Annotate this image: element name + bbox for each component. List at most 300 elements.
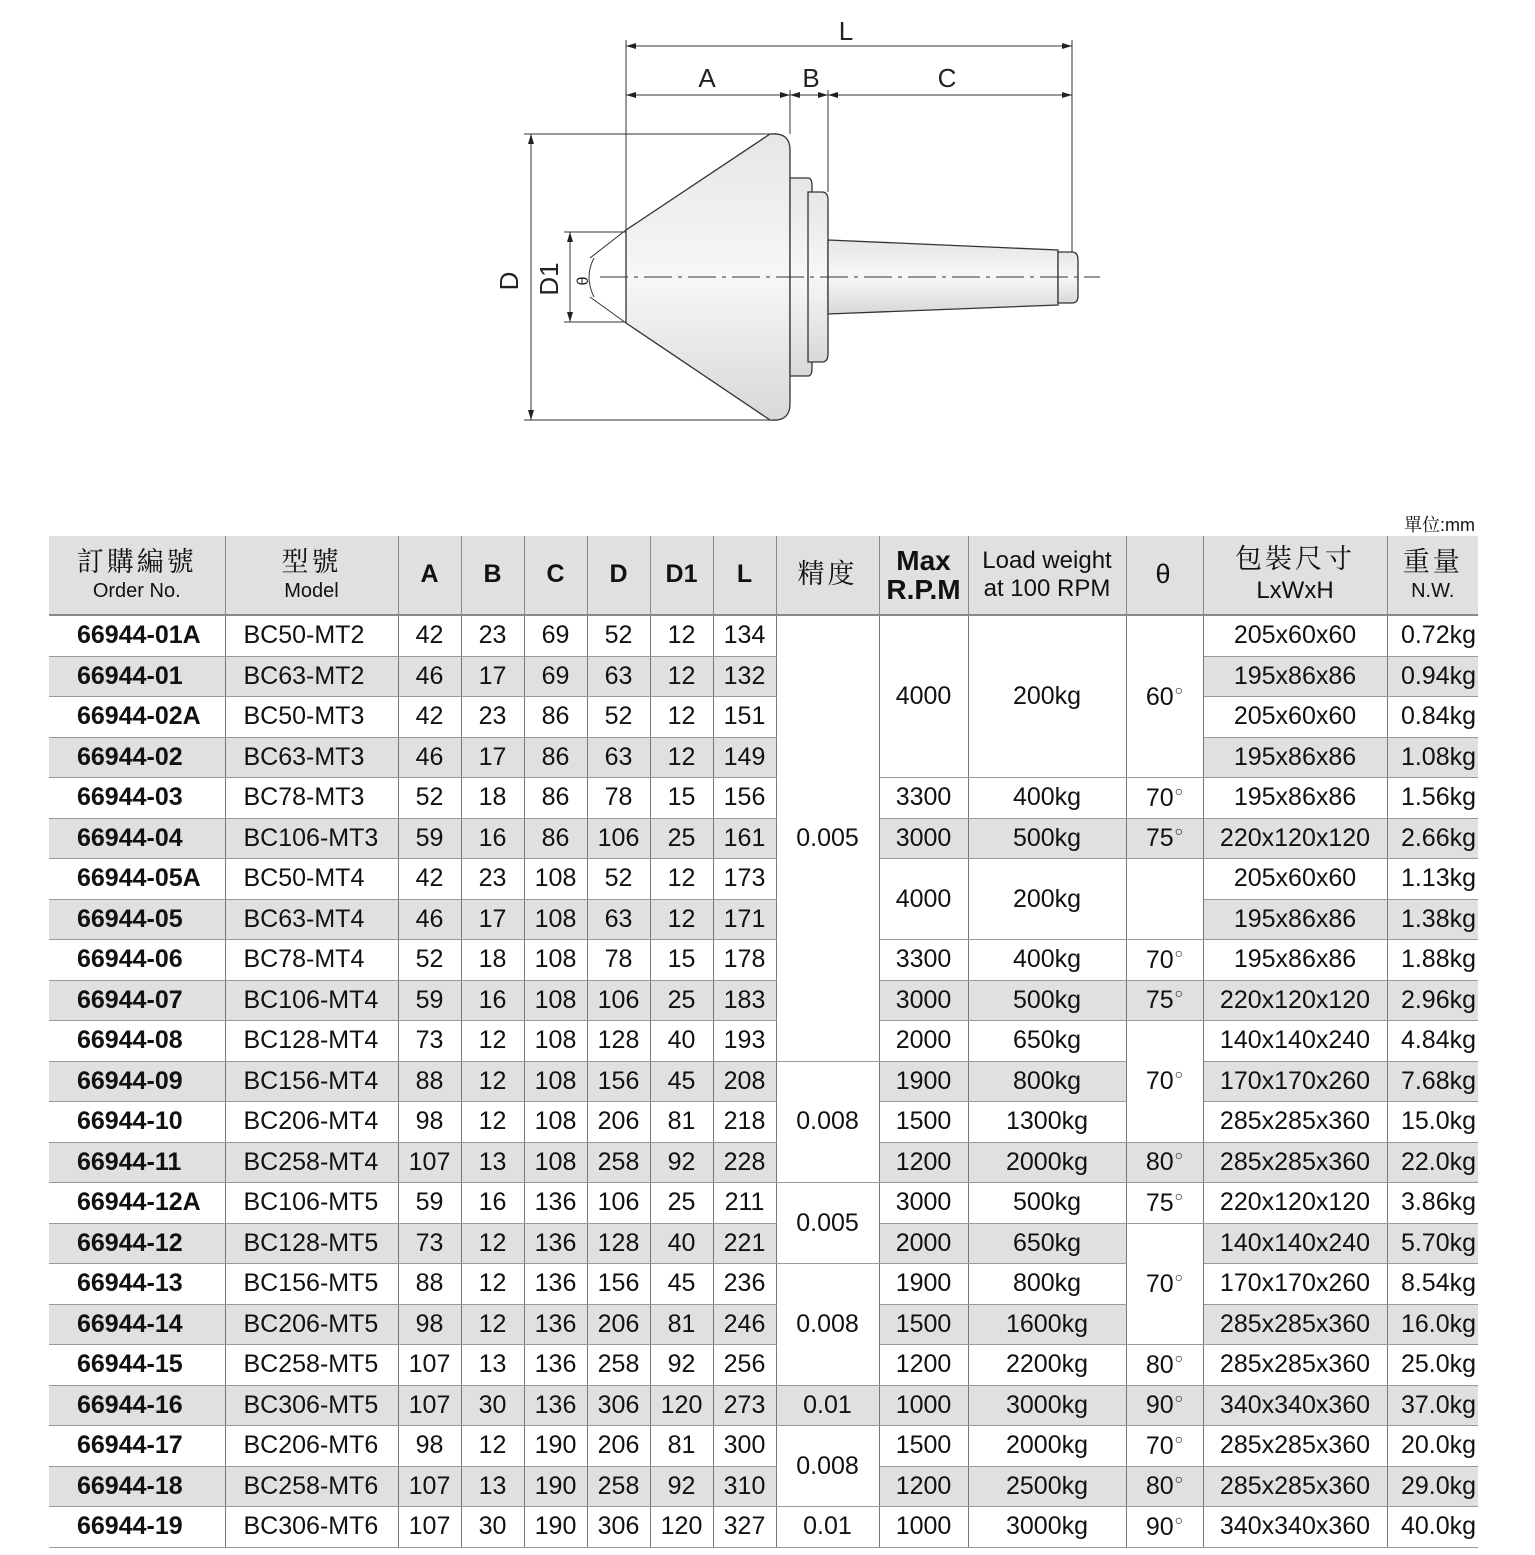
cell-order-no: 66944-12 (49, 1223, 225, 1264)
cell-package-size: 285x285x360 (1203, 1102, 1387, 1143)
cell-d: 78 (587, 940, 650, 981)
cell-package-size: 170x170x260 (1203, 1061, 1387, 1102)
cell-l: 221 (713, 1223, 776, 1264)
cell-c: 136 (524, 1183, 587, 1224)
cell-package-size: 195x86x86 (1203, 940, 1387, 981)
cell-load-weight: 1600kg (968, 1304, 1126, 1345)
cell-a: 107 (398, 1466, 461, 1507)
cell-b: 12 (461, 1061, 524, 1102)
cell-d1: 12 (650, 859, 713, 900)
cell-package-size: 205x60x60 (1203, 859, 1387, 900)
cell-b: 23 (461, 697, 524, 738)
cell-max-rpm: 1500 (879, 1426, 968, 1467)
cell-net-weight: 25.0kg (1387, 1345, 1478, 1386)
cell-c: 190 (524, 1507, 587, 1548)
degree-icon: ○ (1174, 1268, 1184, 1285)
cell-l: 134 (713, 615, 776, 656)
cell-c: 108 (524, 899, 587, 940)
cell-c: 69 (524, 656, 587, 697)
cell-d: 63 (587, 899, 650, 940)
cell-model: BC258-MT4 (225, 1142, 398, 1183)
cell-l: 273 (713, 1385, 776, 1426)
cell-load-weight: 2000kg (968, 1142, 1126, 1183)
cell-order-no: 66944-05A (49, 859, 225, 900)
cell-d1: 12 (650, 737, 713, 778)
cell-package-size: 195x86x86 (1203, 778, 1387, 819)
cell-c: 190 (524, 1426, 587, 1467)
cell-theta (1126, 778, 1203, 819)
cell-l: 156 (713, 778, 776, 819)
cell-a: 98 (398, 1102, 461, 1143)
table-row (49, 1385, 1478, 1426)
header-a: A (398, 536, 461, 615)
cell-max-rpm: 4000 (879, 859, 968, 940)
cell-b: 12 (461, 1304, 524, 1345)
cell-b: 13 (461, 1142, 524, 1183)
cell-d1: 120 (650, 1507, 713, 1548)
cell-load-weight: 400kg (968, 778, 1126, 819)
table-row (49, 1507, 1478, 1548)
table-row (49, 899, 1478, 940)
label-C: C (937, 63, 957, 93)
spec-table (49, 536, 1478, 1548)
cell-load-weight: 2500kg (968, 1466, 1126, 1507)
cell-model: BC106-MT5 (225, 1183, 398, 1224)
cell-model: BC50-MT2 (225, 615, 398, 656)
cell-a: 52 (398, 778, 461, 819)
cell-d: 306 (587, 1507, 650, 1548)
cell-load-weight: 3000kg (968, 1507, 1126, 1548)
table-row (49, 1466, 1478, 1507)
cell-net-weight: 4.84kg (1387, 1021, 1478, 1062)
cell-package-size: 340x340x360 (1203, 1385, 1387, 1426)
cell-b: 12 (461, 1426, 524, 1467)
theta-value: 60 (1145, 682, 1174, 711)
cell-d: 52 (587, 859, 650, 900)
cell-order-no: 66944-06 (49, 940, 225, 981)
cell-order-no: 66944-13 (49, 1264, 225, 1305)
cell-max-rpm: 1500 (879, 1304, 968, 1345)
cell-a: 59 (398, 980, 461, 1021)
cell-d1: 92 (650, 1345, 713, 1386)
cell-load-weight: 2000kg (968, 1426, 1126, 1467)
cell-b: 30 (461, 1385, 524, 1426)
cell-net-weight: 2.96kg (1387, 980, 1478, 1021)
cell-d1: 40 (650, 1021, 713, 1062)
cell-net-weight: 29.0kg (1387, 1466, 1478, 1507)
cell-l: 300 (713, 1426, 776, 1467)
cell-model: BC78-MT3 (225, 778, 398, 819)
label-theta: θ (575, 276, 592, 286)
cell-order-no: 66944-09 (49, 1061, 225, 1102)
table-row (49, 778, 1478, 819)
theta-value: 90 (1145, 1391, 1174, 1420)
cell-order-no: 66944-05 (49, 899, 225, 940)
cell-l: 173 (713, 859, 776, 900)
theta-value: 70 (1145, 1067, 1174, 1096)
theta-value: 80 (1145, 1350, 1174, 1379)
cell-a: 88 (398, 1264, 461, 1305)
cell-l: 228 (713, 1142, 776, 1183)
header-load: Load weight at 100 RPM (968, 536, 1126, 615)
cell-net-weight: 0.94kg (1387, 656, 1478, 697)
cell-net-weight: 8.54kg (1387, 1264, 1478, 1305)
cell-c: 86 (524, 737, 587, 778)
cell-order-no: 66944-07 (49, 980, 225, 1021)
cell-b: 23 (461, 859, 524, 900)
cell-net-weight: 20.0kg (1387, 1426, 1478, 1467)
cell-theta (1126, 980, 1203, 1021)
cell-theta (1126, 1223, 1203, 1345)
degree-icon: ○ (1174, 1147, 1184, 1164)
cell-theta (1126, 1507, 1203, 1548)
cell-load-weight: 800kg (968, 1264, 1126, 1305)
table-row (49, 1264, 1478, 1305)
cell-l: 208 (713, 1061, 776, 1102)
cell-d1: 12 (650, 615, 713, 656)
cell-d: 52 (587, 697, 650, 738)
cell-package-size: 220x120x120 (1203, 1183, 1387, 1224)
cell-theta (1126, 1385, 1203, 1426)
degree-icon: ○ (1174, 681, 1184, 698)
header-l: L (713, 536, 776, 615)
label-D1: D1 (534, 262, 564, 296)
cell-model: BC63-MT4 (225, 899, 398, 940)
cell-a: 107 (398, 1507, 461, 1548)
cell-model: BC50-MT4 (225, 859, 398, 900)
cell-d1: 25 (650, 1183, 713, 1224)
cell-precision: 0.008 (776, 1426, 879, 1507)
cell-a: 59 (398, 1183, 461, 1224)
cell-a: 73 (398, 1021, 461, 1062)
cell-load-weight: 500kg (968, 1183, 1126, 1224)
cell-d: 106 (587, 818, 650, 859)
cell-b: 13 (461, 1345, 524, 1386)
cell-d: 156 (587, 1264, 650, 1305)
degree-icon: ○ (1174, 944, 1184, 961)
cell-order-no: 66944-14 (49, 1304, 225, 1345)
table-row (49, 940, 1478, 981)
cell-l: 246 (713, 1304, 776, 1345)
table-row (49, 1304, 1478, 1345)
table-row (49, 1426, 1478, 1467)
cell-max-rpm: 3300 (879, 940, 968, 981)
cell-d1: 81 (650, 1304, 713, 1345)
cell-load-weight: 200kg (968, 859, 1126, 940)
cell-d: 106 (587, 980, 650, 1021)
cell-net-weight: 37.0kg (1387, 1385, 1478, 1426)
cell-d: 63 (587, 656, 650, 697)
technical-drawing (0, 0, 1535, 470)
cell-d: 306 (587, 1385, 650, 1426)
table-row (49, 615, 1478, 656)
cell-model: BC306-MT5 (225, 1385, 398, 1426)
theta-value: 80 (1145, 1148, 1174, 1177)
label-D: D (494, 271, 524, 291)
cell-b: 16 (461, 980, 524, 1021)
cell-d1: 12 (650, 899, 713, 940)
header-theta: θ (1126, 536, 1203, 615)
cell-d1: 40 (650, 1223, 713, 1264)
cell-max-rpm: 3000 (879, 818, 968, 859)
cell-l: 236 (713, 1264, 776, 1305)
cell-package-size: 140x140x240 (1203, 1223, 1387, 1264)
cell-order-no: 66944-03 (49, 778, 225, 819)
degree-icon: ○ (1174, 782, 1184, 799)
cell-package-size: 195x86x86 (1203, 656, 1387, 697)
cell-b: 17 (461, 737, 524, 778)
cell-a: 59 (398, 818, 461, 859)
cell-theta (1126, 818, 1203, 859)
cell-theta (1126, 859, 1203, 940)
cell-net-weight: 1.88kg (1387, 940, 1478, 981)
table-row (49, 1183, 1478, 1224)
cell-a: 98 (398, 1304, 461, 1345)
cell-d: 258 (587, 1345, 650, 1386)
cell-a: 88 (398, 1061, 461, 1102)
cell-load-weight: 1300kg (968, 1102, 1126, 1143)
cell-max-rpm: 1200 (879, 1142, 968, 1183)
cell-d: 258 (587, 1466, 650, 1507)
cell-b: 12 (461, 1102, 524, 1143)
cell-l: 178 (713, 940, 776, 981)
cell-net-weight: 7.68kg (1387, 1061, 1478, 1102)
cell-theta (1126, 1142, 1203, 1183)
table-row (49, 737, 1478, 778)
cell-a: 42 (398, 697, 461, 738)
table-row (49, 1223, 1478, 1264)
cell-a: 107 (398, 1385, 461, 1426)
cell-package-size: 285x285x360 (1203, 1142, 1387, 1183)
cell-l: 256 (713, 1345, 776, 1386)
cell-c: 136 (524, 1223, 587, 1264)
cell-c: 108 (524, 1021, 587, 1062)
cell-a: 42 (398, 615, 461, 656)
cell-net-weight: 2.66kg (1387, 818, 1478, 859)
cell-d1: 81 (650, 1102, 713, 1143)
cell-b: 12 (461, 1264, 524, 1305)
cell-b: 17 (461, 899, 524, 940)
theta-value: 70 (1145, 1269, 1174, 1298)
cell-model: BC156-MT4 (225, 1061, 398, 1102)
table-row (49, 980, 1478, 1021)
cell-load-weight: 500kg (968, 980, 1126, 1021)
cell-max-rpm: 3300 (879, 778, 968, 819)
degree-icon: ○ (1174, 1471, 1184, 1488)
cell-model: BC206-MT5 (225, 1304, 398, 1345)
cell-model: BC206-MT6 (225, 1426, 398, 1467)
cell-d: 156 (587, 1061, 650, 1102)
cell-net-weight: 5.70kg (1387, 1223, 1478, 1264)
cell-d1: 92 (650, 1142, 713, 1183)
cell-theta (1126, 1466, 1203, 1507)
cell-theta (1126, 615, 1203, 778)
degree-icon: ○ (1174, 1187, 1184, 1204)
cell-theta (1126, 1345, 1203, 1386)
cell-package-size: 195x86x86 (1203, 899, 1387, 940)
cell-order-no: 66944-11 (49, 1142, 225, 1183)
theta-value: 80 (1145, 1472, 1174, 1501)
cell-order-no: 66944-04 (49, 818, 225, 859)
cell-precision: 0.008 (776, 1061, 879, 1183)
cell-d1: 12 (650, 697, 713, 738)
cell-model: BC50-MT3 (225, 697, 398, 738)
cell-c: 108 (524, 1061, 587, 1102)
table-row (49, 859, 1478, 900)
cell-c: 108 (524, 940, 587, 981)
degree-icon: ○ (1174, 1066, 1184, 1083)
cell-l: 327 (713, 1507, 776, 1548)
cell-c: 108 (524, 980, 587, 1021)
theta-value: 90 (1145, 1512, 1174, 1541)
cell-d: 106 (587, 1183, 650, 1224)
cell-model: BC63-MT3 (225, 737, 398, 778)
cell-model: BC106-MT4 (225, 980, 398, 1021)
cell-max-rpm: 1900 (879, 1061, 968, 1102)
cell-b: 16 (461, 818, 524, 859)
cell-theta (1126, 1183, 1203, 1224)
cell-order-no: 66944-15 (49, 1345, 225, 1386)
cell-b: 13 (461, 1466, 524, 1507)
header-order: 訂購編號 Order No. (49, 536, 225, 615)
cell-c: 136 (524, 1304, 587, 1345)
cell-net-weight: 0.72kg (1387, 615, 1478, 656)
cell-max-rpm: 3000 (879, 1183, 968, 1224)
cell-package-size: 340x340x360 (1203, 1507, 1387, 1548)
header-d: D (587, 536, 650, 615)
cell-d1: 25 (650, 980, 713, 1021)
table-row (49, 656, 1478, 697)
cell-order-no: 66944-18 (49, 1466, 225, 1507)
cell-max-rpm: 4000 (879, 615, 968, 778)
cell-l: 149 (713, 737, 776, 778)
cell-d1: 15 (650, 940, 713, 981)
theta-value: 75 (1145, 986, 1174, 1015)
cell-d1: 12 (650, 656, 713, 697)
cell-c: 69 (524, 615, 587, 656)
cell-d: 52 (587, 615, 650, 656)
cell-net-weight: 16.0kg (1387, 1304, 1478, 1345)
table-row (49, 818, 1478, 859)
header-b: B (461, 536, 524, 615)
cell-l: 183 (713, 980, 776, 1021)
cell-load-weight: 2200kg (968, 1345, 1126, 1386)
table-row (49, 1102, 1478, 1143)
cell-l: 171 (713, 899, 776, 940)
cell-c: 86 (524, 697, 587, 738)
cell-net-weight: 1.13kg (1387, 859, 1478, 900)
cell-c: 136 (524, 1345, 587, 1386)
cell-precision: 0.005 (776, 1183, 879, 1264)
cell-l: 161 (713, 818, 776, 859)
cell-load-weight: 400kg (968, 940, 1126, 981)
cell-b: 18 (461, 778, 524, 819)
cell-net-weight: 1.38kg (1387, 899, 1478, 940)
cell-a: 46 (398, 656, 461, 697)
cell-theta (1126, 1021, 1203, 1143)
cell-a: 107 (398, 1142, 461, 1183)
degree-icon: ○ (1174, 1511, 1184, 1528)
cell-c: 108 (524, 859, 587, 900)
cell-model: BC128-MT4 (225, 1021, 398, 1062)
cell-d1: 25 (650, 818, 713, 859)
cell-d1: 120 (650, 1385, 713, 1426)
cell-c: 108 (524, 1102, 587, 1143)
header-c: C (524, 536, 587, 615)
header-precision: 精度 (776, 536, 879, 615)
header-pack: 包裝尺寸 LxWxH (1203, 536, 1387, 615)
cell-model: BC206-MT4 (225, 1102, 398, 1143)
cell-net-weight: 3.86kg (1387, 1183, 1478, 1224)
cell-precision: 0.01 (776, 1507, 879, 1548)
cell-order-no: 66944-19 (49, 1507, 225, 1548)
table-row (49, 1061, 1478, 1102)
cell-order-no: 66944-17 (49, 1426, 225, 1467)
cell-model: BC258-MT6 (225, 1466, 398, 1507)
cell-order-no: 66944-01A (49, 615, 225, 656)
cell-b: 17 (461, 656, 524, 697)
cell-l: 132 (713, 656, 776, 697)
cell-net-weight: 1.56kg (1387, 778, 1478, 819)
cell-package-size: 205x60x60 (1203, 697, 1387, 738)
cell-net-weight: 0.84kg (1387, 697, 1478, 738)
label-L: L (838, 16, 854, 46)
cell-d: 206 (587, 1426, 650, 1467)
cell-model: BC306-MT6 (225, 1507, 398, 1548)
header-weight: 重量 N.W. (1387, 536, 1478, 615)
cell-l: 151 (713, 697, 776, 738)
cell-l: 193 (713, 1021, 776, 1062)
cell-package-size: 285x285x360 (1203, 1466, 1387, 1507)
cell-max-rpm: 1900 (879, 1264, 968, 1305)
cell-c: 136 (524, 1385, 587, 1426)
cell-l: 310 (713, 1466, 776, 1507)
cell-a: 46 (398, 737, 461, 778)
cell-net-weight: 40.0kg (1387, 1507, 1478, 1548)
unit-label: 單位:mm (1404, 515, 1475, 535)
degree-icon: ○ (1174, 1390, 1184, 1407)
cell-d: 128 (587, 1223, 650, 1264)
cell-order-no: 66944-02A (49, 697, 225, 738)
cell-max-rpm: 1000 (879, 1385, 968, 1426)
cell-b: 16 (461, 1183, 524, 1224)
table-row (49, 1142, 1478, 1183)
header-rpm: Max R.P.M (879, 536, 968, 615)
cell-package-size: 140x140x240 (1203, 1021, 1387, 1062)
cell-package-size: 285x285x360 (1203, 1304, 1387, 1345)
cell-b: 18 (461, 940, 524, 981)
cell-a: 73 (398, 1223, 461, 1264)
theta-value: 70 (1145, 783, 1174, 812)
cell-precision: 0.01 (776, 1385, 879, 1426)
cell-load-weight: 200kg (968, 615, 1126, 778)
cell-load-weight: 800kg (968, 1061, 1126, 1102)
cell-c: 86 (524, 818, 587, 859)
cell-model: BC156-MT5 (225, 1264, 398, 1305)
theta-value: 70 (1145, 945, 1174, 974)
cell-a: 107 (398, 1345, 461, 1386)
degree-icon: ○ (1174, 1349, 1184, 1366)
cell-load-weight: 3000kg (968, 1385, 1126, 1426)
cell-d: 63 (587, 737, 650, 778)
cell-max-rpm: 3000 (879, 980, 968, 1021)
cell-load-weight: 500kg (968, 818, 1126, 859)
label-A: A (698, 63, 716, 93)
cell-package-size: 220x120x120 (1203, 980, 1387, 1021)
label-B: B (802, 63, 820, 93)
cell-model: BC78-MT4 (225, 940, 398, 981)
cell-c: 108 (524, 1142, 587, 1183)
